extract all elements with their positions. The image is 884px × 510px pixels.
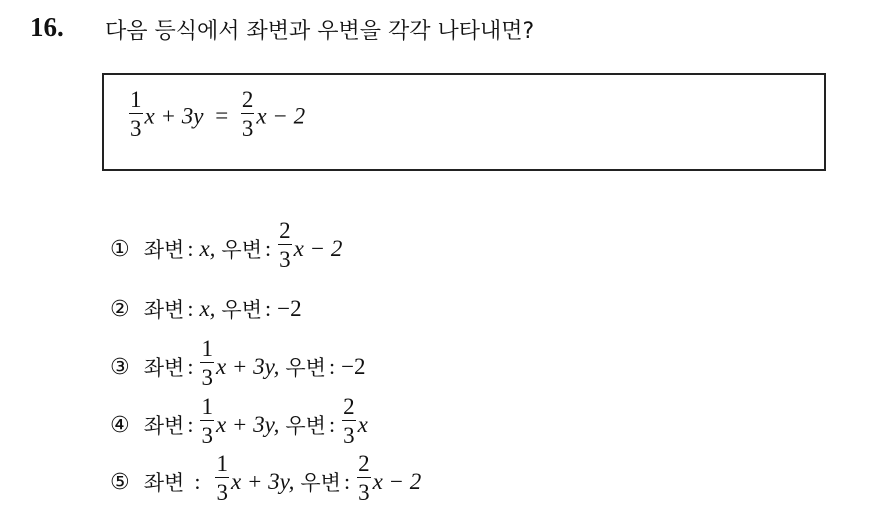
option-4-left-fraction xyxy=(200,395,214,447)
question-number: 16. xyxy=(30,12,64,42)
rhs-denominator: 3 xyxy=(241,113,255,140)
rhs-fraction xyxy=(241,88,255,140)
option-1-left-label: 좌변 xyxy=(143,238,185,262)
option-5-left-expression: x + 3y, xyxy=(230,469,295,494)
option-5[interactable] xyxy=(110,451,422,510)
option-2-right-colon: : xyxy=(264,296,272,321)
equals-sign: = xyxy=(215,103,229,129)
option-5-right-numerator: 2 xyxy=(358,451,370,476)
option-5-right-denominator: 3 xyxy=(357,477,371,504)
option-5-left-colon: : xyxy=(194,469,201,494)
lhs-expression: x + 3y xyxy=(144,103,204,129)
option-1-right-expression: x − 2 xyxy=(293,236,343,261)
option-5-left-fraction xyxy=(215,452,229,504)
option-1-right-denominator: 3 xyxy=(278,244,292,271)
option-5-right-colon: : xyxy=(343,469,351,494)
lhs-numerator: 1 xyxy=(130,87,142,112)
lhs-denominator: 3 xyxy=(129,113,143,140)
option-3-left-numerator: 1 xyxy=(201,336,213,361)
option-1-mark: ① xyxy=(110,236,130,262)
rhs-numerator: 2 xyxy=(241,87,254,112)
option-2[interactable] xyxy=(110,281,302,337)
option-3-left-fraction xyxy=(200,337,214,389)
option-4-left-denominator: 3 xyxy=(200,420,214,447)
option-2-mark: ② xyxy=(110,296,130,322)
lhs-fraction xyxy=(129,88,143,140)
option-1-right-numerator: 2 xyxy=(279,218,291,243)
option-3-mark: ③ xyxy=(110,354,130,380)
option-4[interactable] xyxy=(110,394,368,453)
option-3-left-denominator: 3 xyxy=(200,362,214,389)
option-1-right-colon: : xyxy=(264,236,272,261)
equation-box xyxy=(102,73,826,171)
option-5-right-label: 우변 xyxy=(300,471,341,495)
option-2-left-label: 좌변 xyxy=(143,298,185,322)
option-3-right-label: 우변 xyxy=(285,356,326,380)
option-2-left-value: x, xyxy=(199,296,216,321)
option-5-right-expression: x − 2 xyxy=(372,469,422,494)
option-5-right-fraction xyxy=(357,452,371,504)
option-1-left-value: x, xyxy=(199,236,216,261)
option-3-right-value: −2 xyxy=(341,354,366,379)
option-1-right-fraction xyxy=(278,219,292,271)
option-4-right-numerator: 2 xyxy=(343,394,355,419)
option-4-left-numerator: 1 xyxy=(201,394,213,419)
option-4-left-colon: : xyxy=(187,412,194,437)
option-1-right-label: 우변 xyxy=(221,238,262,262)
rhs-expression: x − 2 xyxy=(256,103,306,129)
option-4-right-fraction xyxy=(342,395,356,447)
option-4-right-colon: : xyxy=(328,412,336,437)
option-3-left-label: 좌변 xyxy=(143,356,185,380)
option-4-left-label: 좌변 xyxy=(143,414,185,438)
option-4-mark: ④ xyxy=(110,412,130,438)
option-3-right-colon: : xyxy=(328,354,336,379)
option-4-right-denominator: 3 xyxy=(342,420,356,447)
option-5-left-denominator: 3 xyxy=(215,477,229,504)
option-4-right-label: 우변 xyxy=(285,414,326,438)
option-3-left-colon: : xyxy=(187,354,194,379)
option-2-left-colon: : xyxy=(187,296,194,321)
option-5-left-label: 좌변 xyxy=(143,471,185,495)
option-3[interactable] xyxy=(110,336,366,395)
option-1[interactable] xyxy=(110,218,343,277)
equation xyxy=(128,87,306,144)
option-2-right-label: 우변 xyxy=(221,298,262,322)
option-5-left-numerator: 1 xyxy=(216,451,228,476)
option-1-left-colon: : xyxy=(187,236,194,261)
option-4-left-expression: x + 3y, xyxy=(215,412,280,437)
option-3-left-expression: x + 3y, xyxy=(215,354,280,379)
option-2-right-value: −2 xyxy=(277,296,302,321)
option-5-mark: ⑤ xyxy=(110,469,130,495)
question-text: 다음 등식에서 좌변과 우변을 각각 나타내면? xyxy=(105,19,535,44)
option-4-right-expression: x xyxy=(357,412,368,437)
